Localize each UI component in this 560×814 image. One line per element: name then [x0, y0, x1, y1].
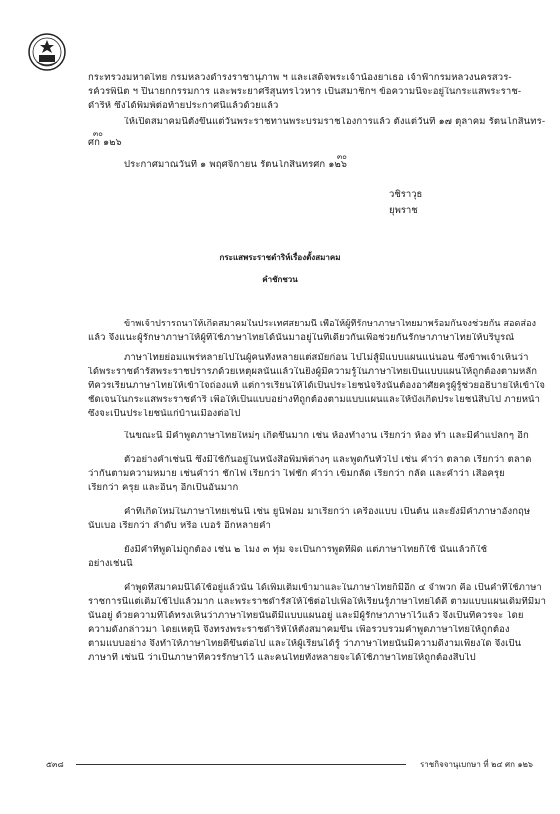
footer-rule	[76, 764, 406, 765]
para2-line-1: ภาษาไทยย่อมแพร่หลายไปในผู้คนทั้งหลายแต่สมัยก่อน ไปไม่สู้มีแบบแผนแน่นอน ซึ่งข้าพเจ้าเห็นว่า	[124, 353, 529, 363]
effective-date-line: ให้เปิดสมาคมนี้ตั้งขึ้นแต่วันพระราชทานพระบรมราชโองการแล้ว ตั้งแต่วันที่ ๑๗ ตุลาคม รัตนโกสินทร-	[124, 117, 546, 127]
proclamation-date-superscript: ๓๐	[337, 153, 347, 161]
para6-line-2: อย่างเช่นนี้	[88, 559, 133, 569]
para4-line-1: ตัวอย่างคำเช่นนี้ ซึ่งมีใช้กันอยู่ในหนังสือพิมพ์ต่างๆ และพูดกันทั่วไป เช่น คำว่า ตลาด เรียกว่า ตลาด	[124, 455, 532, 465]
document-title: กระแสพระราชดำริห์เรื่องตั้งสมาคม	[219, 252, 341, 262]
document-subtitle: คำชักชวน	[262, 274, 298, 284]
para2-line-2: ได้พระราชดำรัสพระราชปรารภด้วยเหตุผลนั้นแล้วในยิ่งผู้มีความรู้ในภาษาไทยเป็นแบบแผนให้ถูกต้องตามหลัก	[88, 367, 538, 377]
signature-name: วชิราวุธ	[389, 189, 423, 200]
para5-line-2: นับเบอ เรียกว่า ลำดับ หรือ เบอร์ อีกหลายคำ	[88, 521, 271, 531]
para7-line-3: นั้นอยู่ ด้วยความที่ได้ทรงเห็นว่าภาษาไทยนั้นดีมีแบบแผนอยู่ และมีผู้รักษาภาษาไว้แล้ว จึงเป็นที่ควรจะ โดย	[88, 611, 524, 621]
para1-line-1: ข้าพเจ้าปรารถนาให้เกิดสมาคมในประเทศสยามนี้ เพื่อให้ผู้ที่รักษาภาษาไทยมาพร้อมกันจงช่วยกัน สอดส่อง	[124, 319, 537, 329]
signature-title: ยุพราช	[389, 205, 418, 216]
intro-line-3: ดำริห์ ซึ่งได้พิมพ์ต่อท้ายประกาศนี้แล้วด้วยแล้ว	[88, 101, 279, 111]
para7-line-5: ตามแบบอย่าง จึงทำให้ภาษาไทยดีขึ้นต่อไป และให้ผู้เรียนได้รู้ ว่าภาษาไทยนั้นมีความดีงามเพียงใด จึงเป็น	[88, 639, 522, 649]
proclamation-date: ประกาศมาณวันที่ ๑ พฤศจิกายน รัตนโกสินทรศก ๑๒๖	[124, 160, 348, 170]
para5-line-1: คำที่เกิดใหม่ในภาษาไทยเช่นนี้ เช่น ยูนิฟอม มาเรียกว่า เครื่องแบบ เป็นต้น และยังมีคำภาษาอังกฤษ	[124, 507, 531, 517]
para7-line-1: คำพูดที่สมาคมนี้ได้ใช้อยู่แล้วนั้น ได้เพิ่มเติมเข้ามาและในภาษาไทยก็มีอีก ๔ จำพวก คือ เป็นคำที่ใช้ภาษา	[124, 583, 542, 593]
para3-line-1: ในขณะนี้ มีคำพูดภาษาไทยใหม่ๆ เกิดขึ้นมาก เช่น ห้องทำงาน เรียกว่า ห้อง ทำ และมีคำแปลกๆ อีก	[124, 431, 529, 441]
para2-line-4: ชัดเจนในกระแสพระราชดำริ เพื่อให้เป็นแบบอย่างที่ถูกต้องตามแบบแผนและให้บังเกิดประโยชน์สืบไป ภายหน้า	[88, 395, 541, 405]
para6-line-1: ยังมีคำที่พูดไม่ถูกต้อง เช่น ๒ โมง ๓ ทุ่ม จะเป็นการพูดที่ผิด แต่ภาษาไทยก็ใช้ นั้นแล้วก็ใช้	[124, 545, 488, 555]
intro-line-2: รค์วรพินิต ฯ ปีนายกกรรมการ และพระยาศรีสุนทรโวหาร เป็นสมาชิกฯ ข้อความนี้จะอยู่ในกระแสพระราช-	[88, 87, 522, 97]
gazette-reference: ราชกิจจานุเบกษา ที่ ๒๔ ศก ๑๒๖	[420, 760, 533, 769]
page-number: ๕๓๘	[46, 760, 64, 769]
para2-line-5: ซึ่งจะเป็นประโยชน์แก่บ้านเมืองต่อไป	[88, 409, 241, 419]
effective-date-year: ศก ๑๒๖	[88, 138, 122, 148]
effective-date-superscript: ๓๐	[93, 130, 103, 138]
para7-line-6: ภาษาที่ เช่นนี้ ว่าเป็นภาษาที่ควรรักษาไว้ และคนไทยทั้งหลายจะได้ใช้ภาษาไทยให้ถูกต้องสืบไป	[88, 653, 476, 663]
intro-line-1: กระทรวงมหาดไทย กรมหลวงดำรงราชานุภาพ ฯ และเสด็จพระเจ้าน้องยาเธอ เจ้าฟ้ากรมหลวงนครสวร-	[88, 73, 512, 83]
para4-line-2: ว่ากันตามความหมาย เช่นคำว่า ชักไฟ เรียกว่า ไฟชัก คำว่า เข็มกลัด เรียกว่า กลัด และคำว่า เสื้อครุย	[88, 469, 505, 479]
royal-seal-icon	[27, 32, 67, 72]
para1-line-2: แล้ว จึงแนะผู้รักษาภาษาให้ผู้ที่ใช้ภาษาไทยได้นั้นมาอยู่ในที่เดียวกันเพื่อช่วยกันรักษาภาษาไทยให้บริบูรณ์	[88, 333, 515, 343]
para7-line-4: ความดังกล่าวมา โดยเหตุนี้ จึงทรงพระราชดำริห์ให้ตั้งสมาคมขึ้น เพื่อรวบรวมคำพูดภาษาไทยให้ถูกต้อง	[88, 625, 510, 635]
para7-line-2: ราชการนี้แต่เดิมใช้ไปแล้วมาก และพระราชดำรัสให้ใช้ต่อไปเพื่อให้เรียนรู้ภาษาไทยได้ดี ตามแบบแผนเดิมที่มีมา	[88, 597, 546, 607]
para4-line-3: เรียกว่า ครุย และอื่นๆ อีกเป็นอันมาก	[88, 483, 239, 493]
para2-line-3: ที่ควรเรียนภาษาไทยให้เข้าใจถ่องแท้ แต่การเรียนให้ได้เป็นประโยชน์จริงนั้นต้องอาศัยครูผู้รู้ช่วยอธิบายให้เข้าใจ	[88, 381, 546, 391]
